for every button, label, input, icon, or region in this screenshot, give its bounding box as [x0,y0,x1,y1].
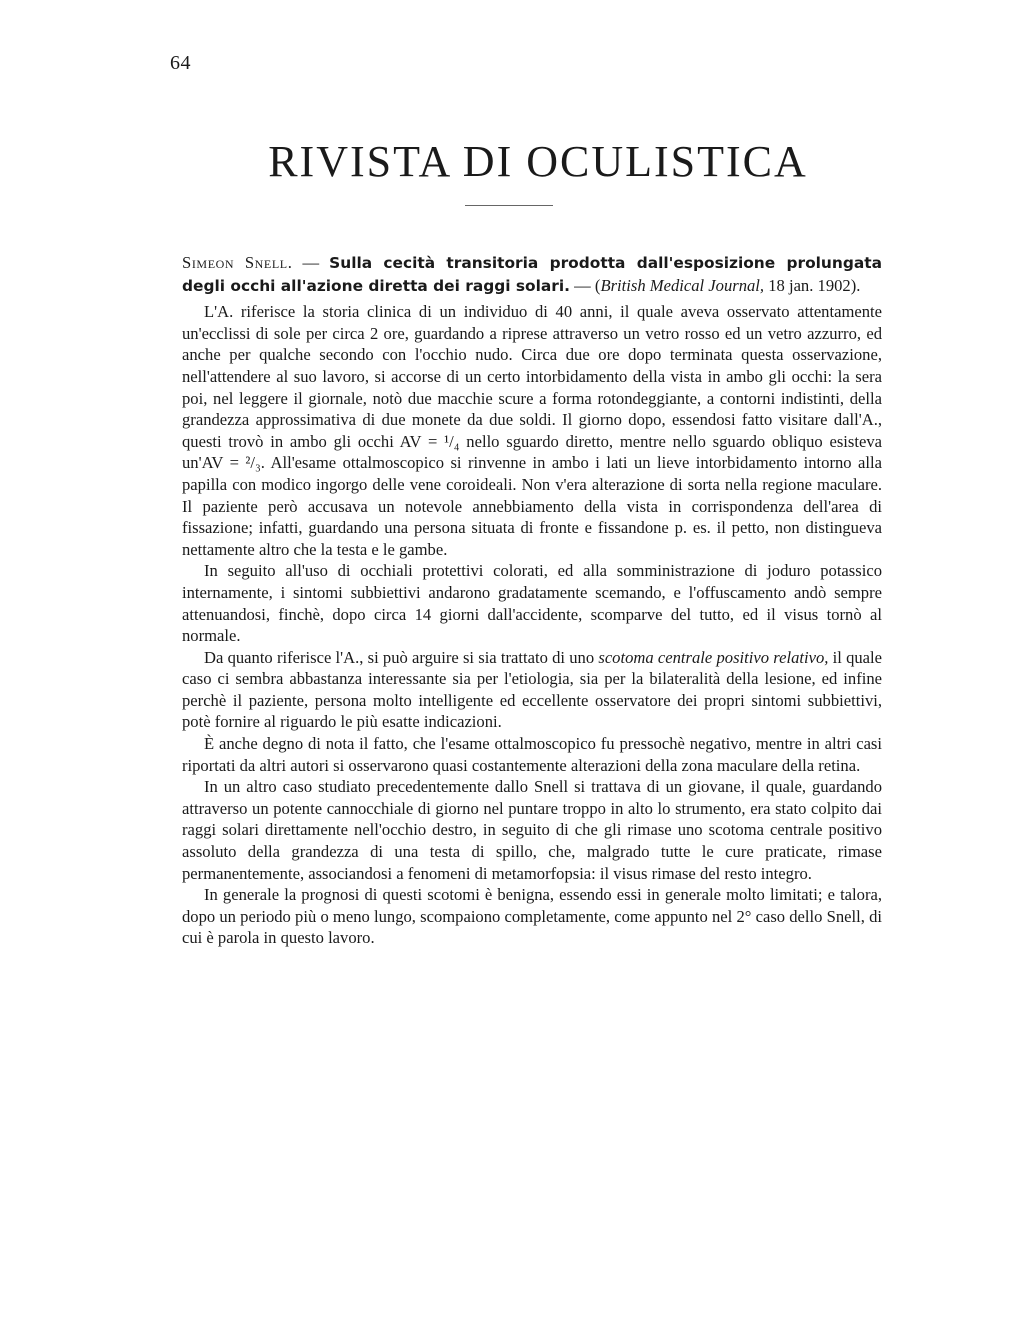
article-body [182,252,882,949]
source-date: 18 jan. 1902). [764,275,861,295]
heading-dash: — [292,253,330,272]
source-journal: British Medical Journal, [600,275,765,295]
title-divider [465,205,553,206]
paragraph: L'A. riferisce la storia clinica di un individuo di 40 anni, il quale aveva osservato attentamente un'ecclissi di sole per circa 2 ore, guardando a riprese attraverso un vetro rosso ed un vetro azzurro, ed anche per qualche secondo con l'occhio nudo. Circa due ore dopo terminata questa osservazione, nell'attendere al suo lavoro, si accorse di un certo intorbidamento della vista in ambo gli occhi: la sera poi, nel leggere il giornale, notò due macchie scure a forma rotondeggiante, a contorni indistinti, della grandezza approssimativa di due monete da due soldi. Il giorno dopo, essendosi fatto visitare dall'A., questi trovò in ambo gli occhi AV = ¹/₄ nello sguardo diretto, mentre nello sguardo obliquo esisteva un'AV = ²/₃. All'esame ottalmoscopico si rinvenne in ambo i lati un lieve intorbidamento intorno alla papilla con modico ingorgo delle vene coroideali. Non v'era alterazione di sorta nella regione maculare. Il paziente però accusava un notevole annebbiamento della vista in corrispondenza dell'area di fissazione; infatti, guardando una persona situata di fronte e fissandone p. es. il petto, non distingueva nettamente altro che la testa e le gambe. [182,302,882,559]
paragraph: In generale la prognosi di questi scotomi è benigna, essendo essi in generale molto limitati; e talora, dopo un periodo più o meno lungo, scompaiono completamente, come appunto nel 2° caso dello Snell, di cui è parola in questo lavoro. [182,885,882,948]
heading-dash-2: — [570,275,595,295]
paragraph: In un altro caso studiato precedentemente dallo Snell si trattava di un giovane, il quale, guardando attraverso un potente cannocchiale di giorno nel puntare troppo in alto lo strumento, era stato colpito dai raggi solari direttamente nell'occhio destro, in seguito di che gli rimase uno scotoma centrale positivo assoluto della grandezza di una testa di spillo, che, malgrado tutte le cure praticate, rimase permanentemente, associandosi a fenomeni di metamorfopsia: il visus rimase del resto integro. [182,777,882,883]
article-author: Simeon Snell. [182,253,293,272]
page-number: 64 [170,52,191,74]
paragraph: È anche degno di nota il fatto, che l'esame ottalmoscopico fu pressochè negativo, mentre in altri casi riportati da altri autori si osservarono quasi costantemente alterazioni della zona maculare della retina. [182,734,882,775]
paragraph: In seguito all'uso di occhiali protettivi colorati, ed alla somministrazione di joduro potassico internamente, i sintomi subbiettivi andarono gradatamente scemando, e l'offuscamento andò sempre attenuandosi, finchè, dopo circa 14 giorni dall'accidente, scomparve del tutto, ed il visus tornò al normale. [182,561,882,646]
paragraph: Da quanto riferisce l'A., si può arguire si sia trattato di uno scotoma centrale positivo relativo, il quale caso ci sembra abbastanza interessante sia per l'etiologia, sia per la bilateralità della lesione, ed infine perchè il paziente, persona molto intelligente ed eccellente osservatore dei propri sintomi subbiettivi, potè fornire al riguardo le più esatte indicazioni. [182,647,883,732]
article-source: (British Medical Journal, 18 jan. 1902). [594,275,861,295]
journal-title: RIVISTA DI OCULISTICA [268,137,808,186]
article-title: Sulla cecità transitoria prodotta dall'esposizione prolungata degli occhi all'azione diretta dei raggi solari. [182,254,882,295]
article-heading [182,252,882,297]
emphasized-term: scotoma centrale positivo relativo, [598,647,829,667]
